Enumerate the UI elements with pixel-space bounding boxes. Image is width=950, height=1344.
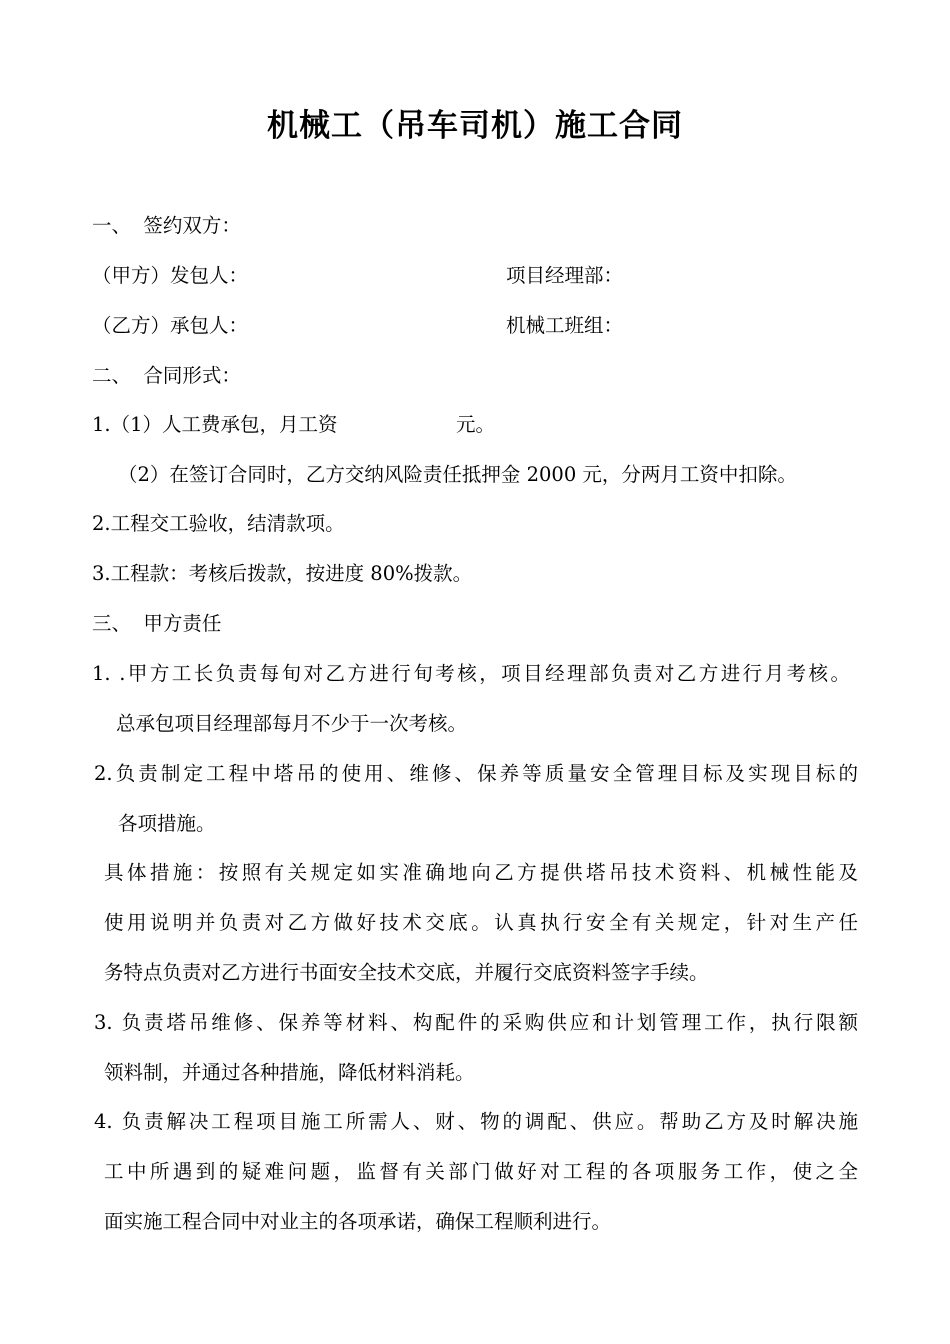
section3-line: 1. .甲方工长负责每旬对乙方进行旬考核，项目经理部负责对乙方进行月考核。 (92, 662, 850, 685)
section3-line: 2.负责制定工程中塔吊的使用、维修、保养等质量安全管理目标及实现目标的 (94, 762, 858, 785)
party-b-team: 机械工班组： (506, 314, 624, 337)
section2-item1a-prefix: 1.（1）人工费承包，月工资 (92, 413, 338, 436)
section3-line: 总承包项目经理部每月不少于一次考核。 (116, 712, 468, 735)
document-title: 机械工（吊车司机）施工合同 (267, 108, 683, 144)
section2-item1a-suffix: 元。 (456, 413, 496, 436)
section2-item3: 3.工程款：考核后拨款，按进度 80%拨款。 (92, 562, 473, 585)
section3-line: 面实施工程合同中对业主的各项承诺，确保工程顺利进行。 (104, 1210, 612, 1233)
section3-line: 领料制，并通过各种措施，降低材料消耗。 (104, 1061, 475, 1084)
section3-line: 4. 负责解决工程项目施工所需人、财、物的调配、供应。帮助乙方及时解决施 (94, 1110, 858, 1133)
section3-line: 具体措施：按照有关规定如实准确地向乙方提供塔吊技术资料、机械性能及 (104, 861, 858, 884)
section3-line: 工中所遇到的疑难问题，监督有关部门做好对工程的各项服务工作，使之全 (104, 1160, 858, 1183)
section1-heading: 一、 签约双方： (92, 214, 241, 237)
section3-heading: 三、 甲方责任 (92, 612, 222, 635)
section3-line: 3. 负责塔吊维修、保养等材料、构配件的采购供应和计划管理工作，执行限额 (94, 1011, 858, 1034)
section3-line: 各项措施。 (118, 812, 216, 835)
party-a-label: （甲方）发包人： (92, 264, 249, 287)
section2-heading: 二、 合同形式： (92, 364, 241, 387)
party-a-project-dept: 项目经理部： (506, 264, 624, 287)
section3-line: 务特点负责对乙方进行书面安全技术交底，并履行交底资料签字手续。 (104, 961, 709, 984)
section2-item2: 2.工程交工验收，结清款项。 (92, 512, 345, 535)
party-b-label: （乙方）承包人： (92, 314, 249, 337)
section3-line: 使用说明并负责对乙方做好技术交底。认真执行安全有关规定，针对生产任 (104, 911, 858, 934)
section2-item1b: （2）在签订合同时，乙方交纳风险责任抵押金 2000 元，分两月工资中扣除。 (118, 463, 797, 486)
